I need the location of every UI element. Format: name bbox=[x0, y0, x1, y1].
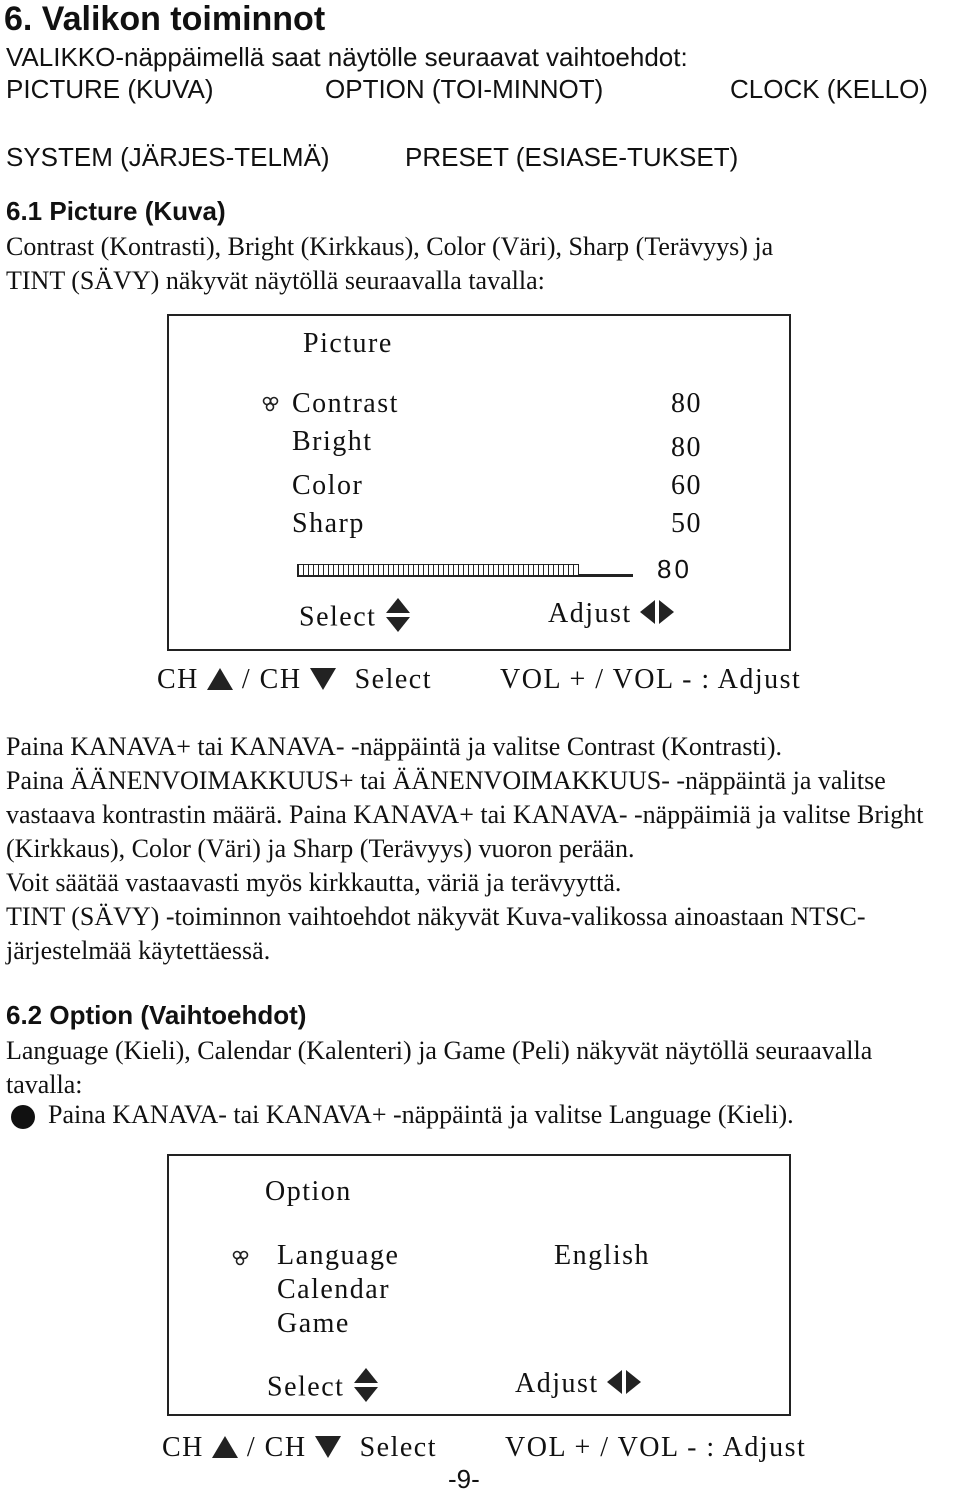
adjust-label: Adjust bbox=[548, 598, 632, 629]
bullet-icon bbox=[10, 1104, 36, 1135]
key-legend-picture bbox=[157, 664, 432, 698]
menu-value-bright: 80 bbox=[671, 432, 702, 463]
down-triangle-icon bbox=[310, 666, 336, 698]
select-key-label: Select bbox=[359, 1432, 438, 1463]
ch-up-label: CH bbox=[157, 664, 199, 695]
select-label: Select bbox=[267, 1371, 345, 1403]
menu-item-game[interactable]: Game bbox=[277, 1308, 350, 1339]
up-down-arrow-icon bbox=[385, 598, 411, 640]
intro-text: VALIKKO-näppäimellä saat näytölle seuraavat vaihtoehdot: bbox=[6, 42, 688, 72]
picture-menu-screen bbox=[167, 314, 791, 651]
menu-item-bright[interactable]: Bright bbox=[292, 426, 373, 457]
menu-option-preset: PRESET (ESIASE-TUKSET) bbox=[405, 142, 739, 172]
picture-instructions bbox=[6, 730, 956, 968]
menu-option-system: SYSTEM (JÄRJES-TELMÄ) bbox=[6, 142, 330, 172]
down-triangle-icon bbox=[315, 1434, 341, 1466]
level-bar-fill[interactable] bbox=[297, 564, 579, 576]
adjust-hint bbox=[515, 1368, 641, 1403]
menu-item-language[interactable]: Language bbox=[277, 1240, 400, 1271]
menu-option-option: OPTION (TOI-MINNOT) bbox=[325, 74, 604, 104]
page-number: -9- bbox=[448, 1464, 480, 1494]
menu-item-contrast[interactable]: Contrast bbox=[292, 388, 399, 419]
section-title: 6. Valikon toiminnot bbox=[4, 0, 326, 38]
instruction-3: Voit säätää vastaavasti myös kirkkautta, väriä ja terävyyttä. bbox=[6, 868, 622, 897]
menu-option-picture: PICTURE (KUVA) bbox=[6, 74, 214, 104]
menu-item-calendar[interactable]: Calendar bbox=[277, 1274, 391, 1305]
vol-key-label: VOL + / VOL - : Adjust bbox=[505, 1432, 807, 1463]
menu-value-language: English bbox=[554, 1240, 651, 1271]
menu-option-clock: CLOCK (KELLO) bbox=[730, 74, 928, 104]
ch-down-label: / CH bbox=[241, 664, 302, 695]
select-hint bbox=[299, 598, 411, 640]
select-hint bbox=[267, 1368, 379, 1410]
picture-desc-line-1: Contrast (Kontrasti), Bright (Kirkkaus), Color (Väri), Sharp (Terävyys) ja bbox=[6, 232, 774, 261]
adjust-hint bbox=[548, 598, 674, 633]
option-desc bbox=[6, 1034, 906, 1102]
up-triangle-icon bbox=[207, 666, 233, 698]
option-section-heading: 6.2 Option (Vaihtoehdot) bbox=[6, 1000, 307, 1030]
instruction-2: Paina ÄÄNENVOIMAKKUUS+ tai ÄÄNENVOIMAKKUUS- -näppäintä ja valitse vastaava kontrastin määrä. Paina KANAVA+ tai KANAVA- -näppäimiä ja valitse Bright (Kirkkaus), Color (Väri) ja Sharp (Terävyys) vuoron perään. bbox=[6, 766, 924, 863]
select-label: Select bbox=[299, 601, 377, 633]
ch-up-label: CH bbox=[162, 1432, 204, 1463]
left-right-arrow-icon bbox=[640, 599, 674, 633]
picture-desc-line-2: TINT (SÄVY) näkyvät näytöllä seuraavalla tavalla: bbox=[6, 266, 545, 295]
adjust-label: Adjust bbox=[515, 1368, 599, 1399]
menu-value-contrast: 80 bbox=[671, 388, 702, 419]
picture-menu-title: Picture bbox=[303, 328, 393, 359]
select-key-label: Select bbox=[354, 664, 433, 695]
instruction-4: TINT (SÄVY) -toiminnon vaihtoehdot näkyvät Kuva-valikossa ainoastaan NTSC-järjestelmää käytettäessä. bbox=[6, 902, 866, 965]
menu-value-color: 60 bbox=[671, 470, 702, 501]
menu-item-sharp[interactable]: Sharp bbox=[292, 508, 365, 539]
ch-down-label: / CH bbox=[246, 1432, 307, 1463]
vol-key-label: VOL + / VOL - : Adjust bbox=[500, 664, 802, 695]
option-menu-title: Option bbox=[265, 1176, 352, 1207]
key-legend-option bbox=[162, 1432, 437, 1466]
instruction-1: Paina KANAVA+ tai KANAVA- -näppäintä ja valitse Contrast (Kontrasti). bbox=[6, 732, 783, 761]
option-bullet-text: Paina KANAVA- tai KANAVA+ -näppäintä ja valitse Language (Kieli). bbox=[48, 1100, 794, 1129]
up-down-arrow-icon bbox=[353, 1368, 379, 1410]
cursor-icon bbox=[231, 1250, 251, 1271]
up-triangle-icon bbox=[212, 1434, 238, 1466]
level-bar-value: 80 bbox=[657, 554, 692, 584]
cursor-icon bbox=[261, 396, 281, 417]
menu-value-sharp: 50 bbox=[671, 508, 702, 539]
option-menu-screen bbox=[167, 1154, 791, 1416]
left-right-arrow-icon bbox=[607, 1369, 641, 1403]
picture-section-heading: 6.1 Picture (Kuva) bbox=[6, 196, 226, 226]
menu-item-color[interactable]: Color bbox=[292, 470, 364, 501]
option-desc-text: Language (Kieli), Calendar (Kalenteri) ja Game (Peli) näkyvät näytöllä seuraavalla tavalla: bbox=[6, 1036, 873, 1099]
